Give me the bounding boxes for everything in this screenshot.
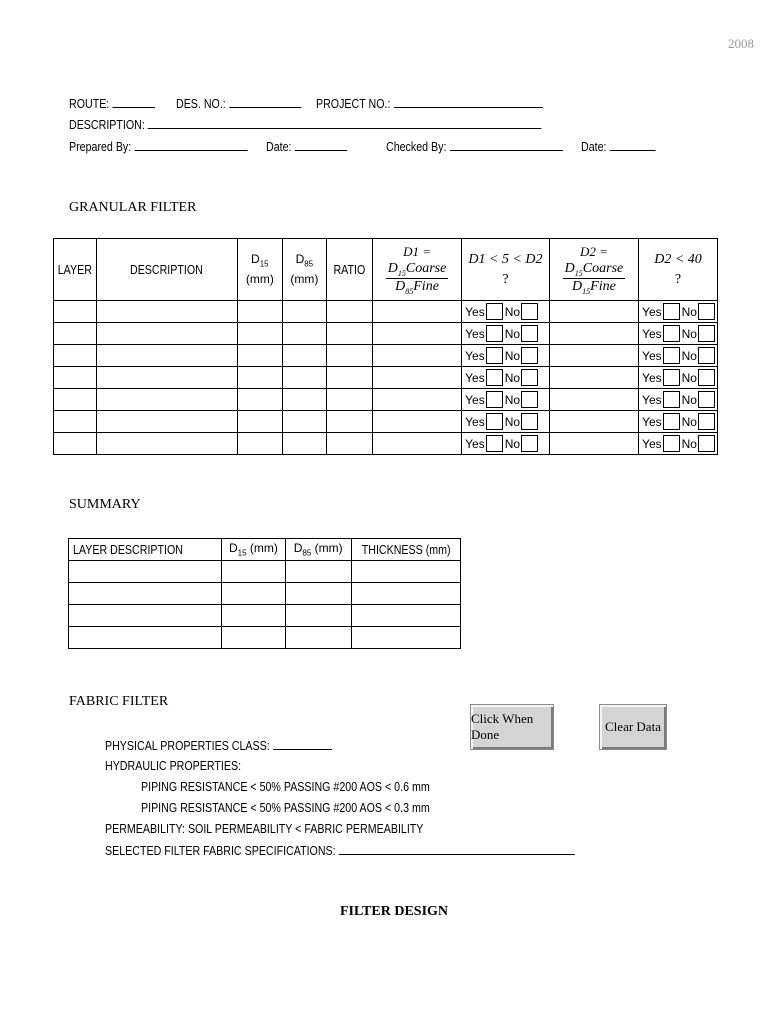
no-label: No xyxy=(504,436,521,451)
summary-layer-description-cell[interactable] xyxy=(69,561,222,583)
check1-no-checkbox-2[interactable] xyxy=(521,325,538,342)
layer-cell[interactable] xyxy=(54,345,97,367)
des-no-field[interactable] xyxy=(229,95,301,108)
date1-field[interactable] xyxy=(295,138,347,151)
granular-header-row xyxy=(54,239,718,301)
description-cell[interactable] xyxy=(96,411,237,433)
header-row-1 xyxy=(69,95,155,111)
col-d2-formula-header: D2 = $\frac{D_{15}Coarse}{D_{15}Fine}$ xyxy=(549,239,638,301)
summary-d15-cell[interactable] xyxy=(222,627,286,649)
check2-yes-checkbox-5[interactable] xyxy=(663,391,680,408)
check1-yes-checkbox-6[interactable] xyxy=(486,413,503,430)
check2-yes-checkbox-7[interactable] xyxy=(663,435,680,452)
project-no-group xyxy=(316,95,543,111)
layer-cell[interactable] xyxy=(54,323,97,345)
date2-label: Date: xyxy=(581,139,607,154)
summary-row xyxy=(69,627,461,649)
check2-cell xyxy=(639,433,718,455)
d1-cell[interactable] xyxy=(372,323,461,345)
layer-cell[interactable] xyxy=(54,411,97,433)
selected-fabric-field[interactable] xyxy=(339,842,575,855)
summary-thickness-cell[interactable] xyxy=(351,561,460,583)
d85-cell[interactable] xyxy=(282,433,327,455)
summary-body xyxy=(69,561,461,649)
check2-no-checkbox-5[interactable] xyxy=(698,391,715,408)
no-label: No xyxy=(504,414,521,429)
d2-cell[interactable] xyxy=(549,433,638,455)
d85-cell[interactable] xyxy=(282,367,327,389)
summary-row xyxy=(69,605,461,627)
granular-filter-table xyxy=(53,238,718,455)
description-cell[interactable] xyxy=(96,433,237,455)
check2-no-checkbox-2[interactable] xyxy=(698,325,715,342)
checked-by-label: Checked By: xyxy=(386,139,447,154)
yes-label: Yes xyxy=(465,414,485,429)
yes-label: Yes xyxy=(465,392,485,407)
no-label: No xyxy=(681,370,697,385)
d85-cell[interactable] xyxy=(282,345,327,367)
col-check2-header: D2 < 40 ? xyxy=(639,239,718,301)
no-label: No xyxy=(504,348,521,363)
d15-cell[interactable] xyxy=(238,367,283,389)
no-label: No xyxy=(504,304,521,319)
route-field[interactable] xyxy=(113,95,156,108)
d1-cell[interactable] xyxy=(372,433,461,455)
yes-label: Yes xyxy=(642,392,662,407)
col-ratio-header: RATIO xyxy=(327,239,373,301)
summary-row xyxy=(69,583,461,605)
d85-cell[interactable] xyxy=(282,323,327,345)
granular-row xyxy=(54,411,718,433)
des-no-group xyxy=(176,95,301,111)
no-label: No xyxy=(504,370,521,385)
check2-yes-checkbox-2[interactable] xyxy=(663,325,680,342)
check1-yes-checkbox-7[interactable] xyxy=(486,435,503,452)
yes-label: Yes xyxy=(465,304,485,319)
summary-d85-cell[interactable] xyxy=(285,583,351,605)
layer-cell[interactable] xyxy=(54,433,97,455)
check1-yes-checkbox-1[interactable] xyxy=(486,303,503,320)
check2-yes-checkbox-4[interactable] xyxy=(663,369,680,386)
yes-label: Yes xyxy=(642,304,662,319)
date1-label: Date: xyxy=(266,139,292,154)
layer-cell[interactable] xyxy=(54,389,97,411)
no-label: No xyxy=(681,392,697,407)
d2-cell[interactable] xyxy=(549,301,638,323)
d2-cell[interactable] xyxy=(549,323,638,345)
check1-cell xyxy=(462,389,550,411)
d15-cell[interactable] xyxy=(238,345,283,367)
summary-layer-description-cell[interactable] xyxy=(69,627,222,649)
d15-cell[interactable] xyxy=(238,323,283,345)
description-label: DESCRIPTION: xyxy=(69,117,145,132)
checked-by-group xyxy=(386,138,563,154)
d1-cell[interactable] xyxy=(372,389,461,411)
description-cell[interactable] xyxy=(96,367,237,389)
check2-cell xyxy=(639,389,718,411)
physical-properties-group xyxy=(105,737,332,753)
granular-body xyxy=(54,301,718,455)
yes-label: Yes xyxy=(465,326,485,341)
no-label: No xyxy=(681,304,697,319)
year-label: 2008 xyxy=(728,36,754,51)
check2-yes-checkbox-6[interactable] xyxy=(663,413,680,430)
project-no-label: PROJECT NO.: xyxy=(316,96,391,111)
check2-no-checkbox-7[interactable] xyxy=(698,435,715,452)
check1-no-checkbox-7[interactable] xyxy=(521,435,538,452)
d15-cell[interactable] xyxy=(238,301,283,323)
d1-cell[interactable] xyxy=(372,411,461,433)
ratio-cell[interactable] xyxy=(327,389,373,411)
description-group xyxy=(69,116,542,132)
col-d85-header: $D_{85}$ (mm) xyxy=(282,239,327,301)
check1-no-checkbox-3[interactable] xyxy=(521,347,538,364)
date1-group xyxy=(266,138,347,154)
no-label: No xyxy=(504,392,521,407)
check1-yes-checkbox-3[interactable] xyxy=(486,347,503,364)
description-cell[interactable] xyxy=(96,389,237,411)
click-when-done-button[interactable]: Click When Done xyxy=(470,704,554,750)
layer-cell[interactable] xyxy=(54,367,97,389)
summary-d15-cell[interactable] xyxy=(222,605,286,627)
no-label: No xyxy=(681,326,697,341)
description-cell[interactable] xyxy=(96,323,237,345)
granular-row xyxy=(54,301,718,323)
check2-yes-checkbox-3[interactable] xyxy=(663,347,680,364)
fabric-section-title: FABRIC FILTER xyxy=(69,694,169,709)
footer-title: FILTER DESIGN xyxy=(340,904,449,919)
summary-col-layer-description: LAYER DESCRIPTION xyxy=(69,539,222,561)
description-field[interactable] xyxy=(148,116,542,129)
des-no-label: DES. NO.: xyxy=(176,96,226,111)
check2-no-checkbox-1[interactable] xyxy=(698,303,715,320)
d15-cell[interactable] xyxy=(238,411,283,433)
selected-fabric-label: SELECTED FILTER FABRIC SPECIFICATIONS: xyxy=(105,843,336,858)
project-no-field[interactable] xyxy=(394,95,543,108)
check1-cell xyxy=(462,345,550,367)
check2-no-checkbox-4[interactable] xyxy=(698,369,715,386)
ratio-cell[interactable] xyxy=(327,345,373,367)
granular-row xyxy=(54,433,718,455)
summary-thickness-cell[interactable] xyxy=(351,627,460,649)
summary-table xyxy=(68,538,461,649)
description-cell[interactable] xyxy=(96,301,237,323)
no-label: No xyxy=(681,414,697,429)
physical-properties-label: PHYSICAL PROPERTIES CLASS: xyxy=(105,738,270,753)
granular-row xyxy=(54,367,718,389)
check2-no-checkbox-6[interactable] xyxy=(698,413,715,430)
yes-label: Yes xyxy=(465,370,485,385)
summary-layer-description-cell[interactable] xyxy=(69,583,222,605)
permeability-line: PERMEABILITY: SOIL PERMEABILITY < FABRIC PERMEABILITY xyxy=(105,821,424,836)
check2-cell xyxy=(639,411,718,433)
clear-data-button[interactable]: Clear Data xyxy=(599,704,667,750)
summary-d85-cell[interactable] xyxy=(285,627,351,649)
ratio-cell[interactable] xyxy=(327,301,373,323)
summary-d15-cell[interactable] xyxy=(222,583,286,605)
ratio-cell[interactable] xyxy=(327,323,373,345)
check1-cell xyxy=(462,323,550,345)
col-d15-header: $D_{15}$ (mm) xyxy=(238,239,283,301)
d2-cell[interactable] xyxy=(549,411,638,433)
yes-label: Yes xyxy=(642,414,662,429)
summary-col-d15: $D_{15}$ (mm) xyxy=(222,539,286,561)
d2-cell[interactable] xyxy=(549,367,638,389)
summary-d15-cell[interactable] xyxy=(222,561,286,583)
check1-cell xyxy=(462,433,550,455)
d1-cell[interactable] xyxy=(372,367,461,389)
check1-no-checkbox-5[interactable] xyxy=(521,391,538,408)
d2-cell[interactable] xyxy=(549,389,638,411)
date2-group xyxy=(581,138,656,154)
yes-label: Yes xyxy=(642,348,662,363)
d85-cell[interactable] xyxy=(282,411,327,433)
ratio-cell[interactable] xyxy=(327,433,373,455)
check2-no-checkbox-3[interactable] xyxy=(698,347,715,364)
col-check1-header: D1 < 5 < D2 ? xyxy=(462,239,550,301)
ratio-cell[interactable] xyxy=(327,411,373,433)
check1-no-checkbox-1[interactable] xyxy=(521,303,538,320)
summary-d85-cell[interactable] xyxy=(285,561,351,583)
summary-section-title: SUMMARY xyxy=(69,497,141,512)
check2-cell xyxy=(639,301,718,323)
no-label: No xyxy=(504,326,521,341)
col-d1-formula-header: D1 = $\frac{D_{15}Coarse}{D_{85}Fine}$ xyxy=(372,239,461,301)
check2-cell xyxy=(639,367,718,389)
hydraulic-properties-label: HYDRAULIC PROPERTIES: xyxy=(105,758,242,773)
check1-cell xyxy=(462,367,550,389)
check1-cell xyxy=(462,301,550,323)
check1-yes-checkbox-2[interactable] xyxy=(486,325,503,342)
physical-properties-field[interactable] xyxy=(273,737,332,750)
yes-label: Yes xyxy=(465,436,485,451)
checked-by-field[interactable] xyxy=(450,138,563,151)
layer-cell[interactable] xyxy=(54,301,97,323)
ratio-cell[interactable] xyxy=(327,367,373,389)
col-description-header: DESCRIPTION xyxy=(96,239,237,301)
selected-fabric-group xyxy=(105,842,575,858)
check2-cell xyxy=(639,323,718,345)
d15-cell[interactable] xyxy=(238,433,283,455)
prepared-by-group xyxy=(69,138,248,154)
prepared-by-label: Prepared By: xyxy=(69,139,132,154)
summary-thickness-cell[interactable] xyxy=(351,605,460,627)
d85-cell[interactable] xyxy=(282,389,327,411)
check1-cell xyxy=(462,411,550,433)
piping-resistance-2: PIPING RESISTANCE < 50% PASSING #200 AOS < 0.3 mm xyxy=(141,800,430,815)
yes-label: Yes xyxy=(642,436,662,451)
d1-cell[interactable] xyxy=(372,301,461,323)
no-label: No xyxy=(681,436,697,451)
summary-col-thickness: THICKNESS (mm) xyxy=(351,539,460,561)
d1-cell[interactable] xyxy=(372,345,461,367)
check1-yes-checkbox-5[interactable] xyxy=(486,391,503,408)
summary-header-row xyxy=(69,539,461,561)
summary-thickness-cell[interactable] xyxy=(351,583,460,605)
col-layer-header: LAYER xyxy=(54,239,97,301)
granular-section-title: GRANULAR FILTER xyxy=(69,200,197,215)
d2-cell[interactable] xyxy=(549,345,638,367)
check1-yes-checkbox-4[interactable] xyxy=(486,369,503,386)
summary-d85-cell[interactable] xyxy=(285,605,351,627)
check1-no-checkbox-4[interactable] xyxy=(521,369,538,386)
prepared-by-field[interactable] xyxy=(134,138,247,151)
route-label: ROUTE: xyxy=(69,96,110,111)
check2-cell xyxy=(639,345,718,367)
piping-resistance-1: PIPING RESISTANCE < 50% PASSING #200 AOS < 0.6 mm xyxy=(141,779,430,794)
check2-yes-checkbox-1[interactable] xyxy=(663,303,680,320)
yes-label: Yes xyxy=(642,326,662,341)
summary-col-d85: $D_{85}$ (mm) xyxy=(285,539,351,561)
check1-no-checkbox-6[interactable] xyxy=(521,413,538,430)
yes-label: Yes xyxy=(465,348,485,363)
yes-label: Yes xyxy=(642,370,662,385)
date2-field[interactable] xyxy=(610,138,656,151)
d85-cell[interactable] xyxy=(282,301,327,323)
description-cell[interactable] xyxy=(96,345,237,367)
granular-row xyxy=(54,323,718,345)
summary-layer-description-cell[interactable] xyxy=(69,605,222,627)
granular-row xyxy=(54,345,718,367)
d15-cell[interactable] xyxy=(238,389,283,411)
summary-row xyxy=(69,561,461,583)
no-label: No xyxy=(681,348,697,363)
granular-row xyxy=(54,389,718,411)
